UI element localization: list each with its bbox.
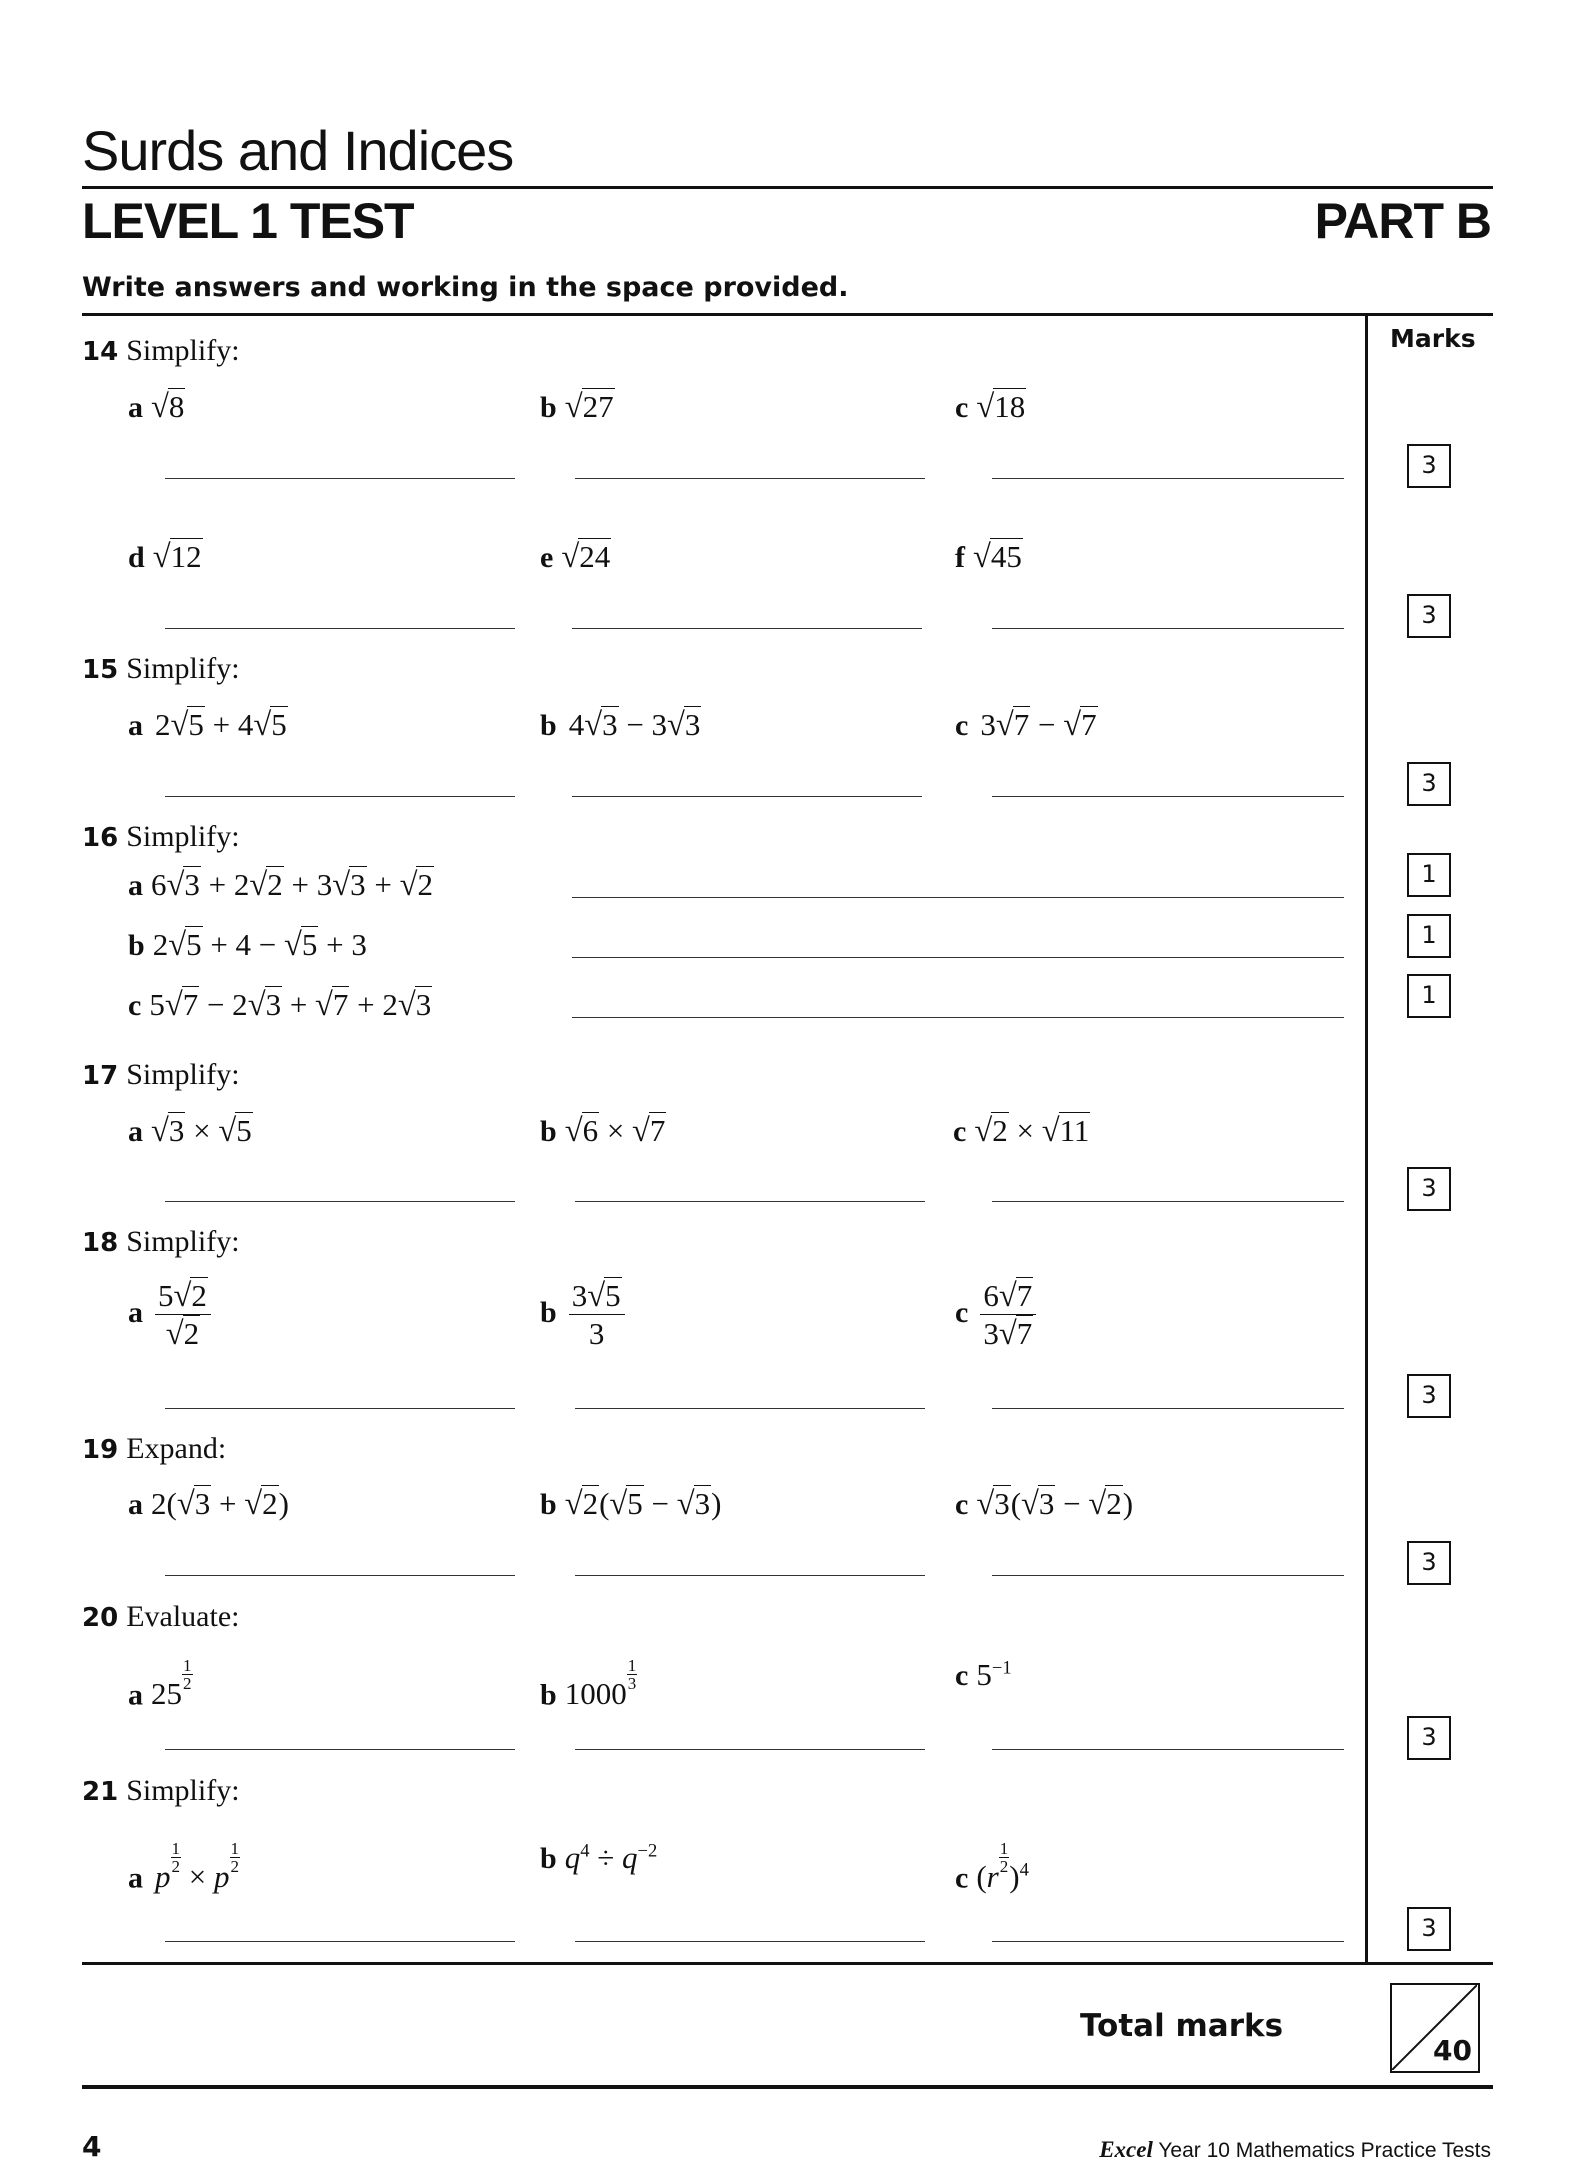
part-label: a xyxy=(128,1295,143,1329)
marks-box: 3 xyxy=(1407,1374,1451,1418)
part-label: b xyxy=(540,709,557,742)
answer-line[interactable] xyxy=(992,478,1344,479)
part-label: b xyxy=(540,1488,557,1521)
q19c-expr: √3(√3 − √2) xyxy=(976,1486,1134,1522)
instructions: Write answers and working in the space provided. xyxy=(82,272,849,303)
footer-rule xyxy=(82,2085,1493,2089)
marks-column-divider xyxy=(1365,313,1368,1965)
answer-line[interactable] xyxy=(992,628,1344,629)
answer-line[interactable] xyxy=(572,1017,1344,1018)
question-number: 18 xyxy=(82,1228,119,1258)
instruction-rule xyxy=(82,313,1493,316)
total-marks-label: Total marks xyxy=(1080,2008,1284,2044)
q16a-expr: 6√3 + 2√2 + 3√3 + √2 xyxy=(151,867,433,903)
q18c-expr: $\frac{6√7}{3√7}$ xyxy=(976,1294,1040,1329)
part-label: a xyxy=(128,391,143,424)
answer-line[interactable] xyxy=(992,1749,1344,1750)
answer-line[interactable] xyxy=(575,1575,925,1576)
q14a-expr: √8 xyxy=(151,389,185,425)
brand-name: Excel xyxy=(1099,2137,1153,2162)
question-prompt: Expand: xyxy=(126,1432,227,1465)
question-18-heading xyxy=(82,1225,240,1259)
answer-line[interactable] xyxy=(165,1749,515,1750)
answer-line[interactable] xyxy=(165,478,515,479)
answer-line[interactable] xyxy=(992,1201,1344,1202)
page-number: 4 xyxy=(82,2130,102,2163)
part-label: a xyxy=(128,869,143,902)
answer-line[interactable] xyxy=(572,897,1344,898)
q14c-expr: √18 xyxy=(976,389,1026,425)
question-number: 16 xyxy=(82,823,119,853)
question-prompt: Evaluate: xyxy=(126,1600,240,1633)
q16c-expr: 5√7 − 2√3 + √7 + 2√3 xyxy=(149,987,432,1023)
part-label: c xyxy=(955,1659,969,1692)
answer-line[interactable] xyxy=(572,628,922,629)
header-rule xyxy=(82,186,1493,189)
marks-box: 3 xyxy=(1407,444,1451,488)
q21a-expr: p $\frac{1}{2}$ × p $\frac{1}{2}$ xyxy=(155,1839,240,1895)
q14-part-f xyxy=(955,538,1023,575)
q15a-expr: 2√5 + 4√5 xyxy=(155,707,287,743)
q14-part-c xyxy=(955,388,1026,425)
q18-part-b xyxy=(540,1277,629,1352)
q20-part-c xyxy=(955,1657,1012,1693)
part-label: b xyxy=(540,1842,557,1875)
marks-box: 3 xyxy=(1407,594,1451,638)
topic-title: Surds and Indices xyxy=(82,119,514,182)
question-15-heading xyxy=(82,652,240,686)
question-prompt: Simplify: xyxy=(126,652,240,685)
q16-part-c xyxy=(128,986,432,1023)
part-label: a xyxy=(128,709,143,742)
total-marks-box xyxy=(1390,1983,1480,2073)
answer-line[interactable] xyxy=(165,628,515,629)
part-label: e xyxy=(540,541,554,574)
marks-box: 3 xyxy=(1407,762,1451,806)
q14d-expr: √12 xyxy=(152,539,202,575)
q17-part-c xyxy=(953,1112,1090,1149)
question-prompt: Simplify: xyxy=(126,1225,240,1258)
part-label: b xyxy=(540,1115,557,1148)
answer-line[interactable] xyxy=(992,796,1344,797)
answer-line[interactable] xyxy=(572,957,1344,958)
q18a-expr: $\frac{5√2}{√2}$ xyxy=(151,1294,215,1329)
answer-line[interactable] xyxy=(992,1575,1344,1576)
q14e-expr: √24 xyxy=(561,539,611,575)
question-14-heading xyxy=(82,334,240,368)
q17-part-b xyxy=(540,1112,666,1149)
answer-line[interactable] xyxy=(992,1941,1344,1942)
answer-line[interactable] xyxy=(575,478,925,479)
question-20-heading xyxy=(82,1600,239,1634)
q20c-expr: $5^{-1}$ xyxy=(976,1657,1012,1692)
total-top-rule xyxy=(82,1962,1493,1965)
q20a-expr: 25 $\frac{1}{2}$ xyxy=(151,1656,192,1712)
marks-box: 3 xyxy=(1407,1167,1451,1211)
marks-box: 3 xyxy=(1407,1541,1451,1585)
answer-line[interactable] xyxy=(992,1408,1344,1409)
q15-part-b xyxy=(540,706,701,743)
q16-part-b xyxy=(128,926,367,963)
marks-box: 1 xyxy=(1407,974,1451,1018)
question-17-heading xyxy=(82,1058,240,1092)
q18b-expr: $\frac{3√5}{3}$ xyxy=(565,1294,629,1329)
book-title: Year 10 Mathematics Practice Tests xyxy=(1158,2139,1491,2162)
question-19-heading xyxy=(82,1432,226,1466)
question-21-heading xyxy=(82,1774,240,1808)
part-label: c xyxy=(955,1295,969,1329)
question-number: 21 xyxy=(82,1777,119,1807)
answer-line[interactable] xyxy=(165,1201,515,1202)
question-number: 20 xyxy=(82,1603,119,1633)
total-marks-value: 40 xyxy=(1433,2034,1472,2067)
q15c-expr: 3√7 − √7 xyxy=(980,707,1097,743)
answer-line[interactable] xyxy=(165,796,515,797)
marks-heading: Marks xyxy=(1390,324,1476,353)
part-label: b xyxy=(540,391,557,424)
answer-line[interactable] xyxy=(575,1749,925,1750)
question-number: 14 xyxy=(82,337,119,367)
q21c-expr: (r $\frac{1}{2}$ )$^4$ xyxy=(976,1839,1029,1895)
q15-part-a xyxy=(128,706,288,743)
q17c-expr: √2 × √11 xyxy=(974,1113,1090,1149)
q14b-expr: √27 xyxy=(564,389,614,425)
part-label: b xyxy=(540,1295,557,1329)
q15-part-c xyxy=(955,706,1098,743)
q19-part-c xyxy=(955,1485,1133,1522)
q21-part-c xyxy=(955,1840,1029,1895)
q14-part-e xyxy=(540,538,611,575)
q16b-expr: 2√5 + 4 − √5 + 3 xyxy=(152,927,367,963)
footer-title xyxy=(1099,2137,1491,2163)
q14-part-d xyxy=(128,538,203,575)
q20b-expr: 1000 $\frac{1}{3}$ xyxy=(564,1656,637,1712)
part-label: c xyxy=(955,391,969,424)
answer-line[interactable] xyxy=(165,1941,515,1942)
marks-box: 3 xyxy=(1407,1907,1451,1951)
q15b-expr: 4√3 − 3√3 xyxy=(568,707,701,743)
part-label: a xyxy=(128,1678,143,1712)
q20-part-a xyxy=(128,1657,193,1712)
part-label: f xyxy=(955,541,965,574)
q21-part-b xyxy=(540,1840,657,1876)
question-number: 15 xyxy=(82,655,119,685)
part-label: c xyxy=(953,1115,967,1148)
answer-line[interactable] xyxy=(575,1201,925,1202)
part-label: a xyxy=(128,1488,143,1521)
answer-line[interactable] xyxy=(575,1941,925,1942)
q19a-expr: 2(√3 + √2) xyxy=(151,1486,289,1522)
test-level: LEVEL 1 TEST xyxy=(82,193,414,249)
q14f-expr: √45 xyxy=(973,539,1022,575)
marks-box: 1 xyxy=(1407,853,1451,897)
test-part: PART B xyxy=(1314,193,1491,249)
q19-part-b xyxy=(540,1485,721,1522)
q21b-expr: $q^4 \div q^{-2}$ xyxy=(564,1840,658,1875)
q17a-expr: √3 × √5 xyxy=(151,1113,252,1149)
q16-part-a xyxy=(128,866,434,903)
part-label: b xyxy=(540,1678,557,1712)
q19b-expr: √2(√5 − √3) xyxy=(564,1486,722,1522)
answer-line[interactable] xyxy=(165,1408,515,1409)
q18-part-a xyxy=(128,1277,215,1352)
question-number: 17 xyxy=(82,1061,119,1091)
q14-part-a xyxy=(128,388,185,425)
q19-part-a xyxy=(128,1485,289,1522)
part-label: a xyxy=(128,1861,143,1895)
answer-line[interactable] xyxy=(572,796,922,797)
question-prompt: Simplify: xyxy=(126,334,240,367)
q18-part-c xyxy=(955,1277,1040,1352)
part-label: c xyxy=(955,1861,969,1895)
question-prompt: Simplify: xyxy=(126,1058,240,1091)
q14-part-b xyxy=(540,388,615,425)
part-label: c xyxy=(955,1488,969,1521)
part-label: c xyxy=(955,709,969,742)
question-prompt: Simplify: xyxy=(126,820,240,853)
q17-part-a xyxy=(128,1112,253,1149)
part-label: c xyxy=(128,989,142,1022)
question-prompt: Simplify: xyxy=(126,1774,240,1807)
q21-part-a xyxy=(128,1840,240,1895)
answer-line[interactable] xyxy=(575,1408,925,1409)
part-label: a xyxy=(128,1115,143,1148)
q17b-expr: √6 × √7 xyxy=(564,1113,666,1149)
answer-line[interactable] xyxy=(165,1575,515,1576)
question-16-heading xyxy=(82,820,240,854)
q20-part-b xyxy=(540,1657,637,1712)
part-label: b xyxy=(128,929,145,962)
marks-box: 3 xyxy=(1407,1716,1451,1760)
marks-box: 1 xyxy=(1407,914,1451,958)
question-number: 19 xyxy=(82,1435,119,1465)
part-label: d xyxy=(128,541,145,574)
